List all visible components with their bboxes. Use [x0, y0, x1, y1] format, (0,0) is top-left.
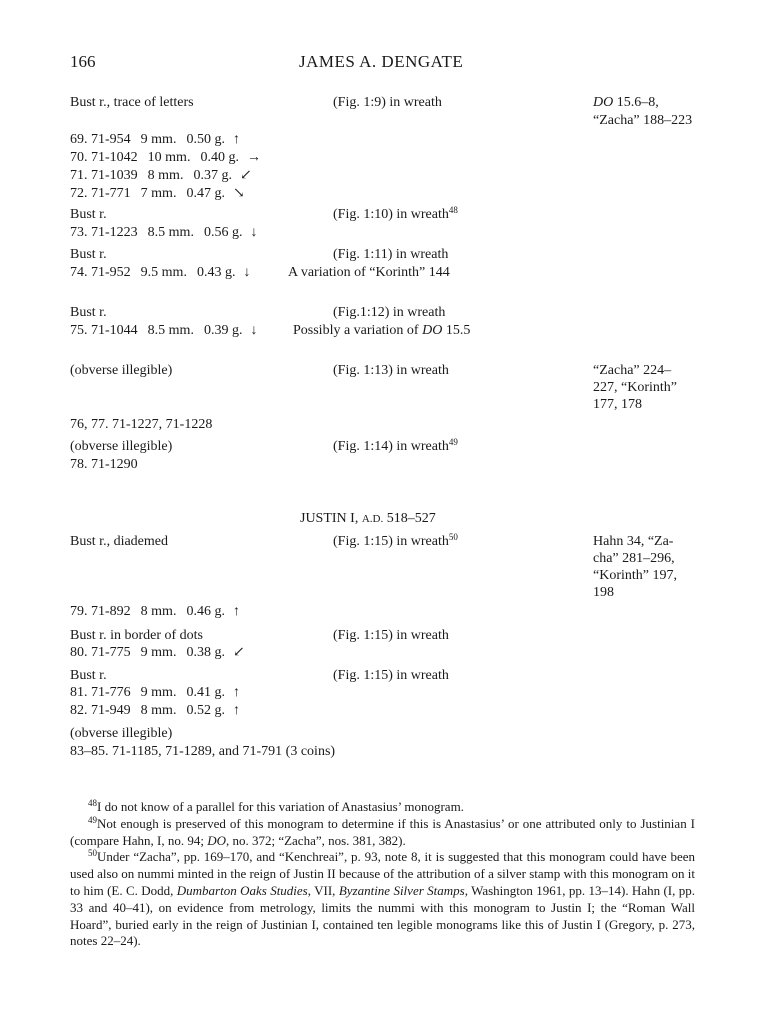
- reverse-text: (Fig. 1:14) in wreath: [333, 439, 449, 454]
- coin-inventory: 71-776: [91, 685, 131, 700]
- coin-entry: [70, 265, 250, 281]
- section-heading: [300, 511, 436, 527]
- footnote-italic: Dumbarton Oaks Studies: [176, 882, 308, 898]
- coin-number: 73.: [70, 225, 88, 240]
- coin-entry: [70, 703, 240, 719]
- comment-italic: DO: [422, 323, 443, 338]
- die-axis-arrow-icon: ↓: [250, 225, 258, 240]
- reverse-description: [333, 534, 458, 550]
- reference: cha” 281–296,: [593, 551, 675, 566]
- obverse-description: (obverse illegible): [70, 439, 173, 454]
- coin-entry: [70, 132, 240, 148]
- obverse-description: Bust r., diademed: [70, 534, 168, 549]
- coin-size: 7 mm.: [140, 186, 177, 201]
- coin-weight: 0.40 g.: [200, 150, 239, 165]
- reverse-description: (Fig. 1:11) in wreath: [333, 247, 449, 262]
- coin-weight: 0.43 g.: [196, 265, 236, 280]
- coin-inventory: 71-1039: [91, 168, 138, 183]
- coin-entry: 78. 71-1290: [70, 457, 138, 472]
- coin-entry: [70, 186, 245, 202]
- page-number: 166: [70, 52, 96, 71]
- die-axis-arrow-icon: ↙: [239, 168, 252, 183]
- coin-size: 8 mm.: [147, 168, 184, 183]
- coin-entry: 76, 77. 71-1227, 71-1228: [70, 417, 213, 432]
- coin-number: 79.: [70, 604, 88, 619]
- obverse-description: Bust r.: [70, 207, 107, 222]
- footnote-ref: 49: [448, 437, 458, 447]
- coin-number: 72.: [70, 186, 88, 201]
- coin-inventory: 71-949: [91, 703, 131, 718]
- reverse-description: (Fig.1:12) in wreath: [333, 305, 446, 320]
- section-heading-text: JUSTIN I,: [300, 511, 359, 526]
- die-axis-arrow-icon: ↓: [250, 323, 258, 338]
- coin-comment: [293, 323, 470, 339]
- footnote-text: I do not know of a parallel for this variation of Anastasius’ monogram.: [97, 799, 464, 814]
- reverse-description: (Fig. 1:15) in wreath: [333, 668, 449, 683]
- footnote-italic: DO: [207, 832, 226, 848]
- coin-number: 74.: [70, 265, 88, 280]
- footnote-text: , no. 372; “Zacha”, nos. 381, 382).: [225, 832, 406, 848]
- coin-inventory: 71-1044: [91, 323, 138, 338]
- coin-weight: 0.38 g.: [186, 645, 225, 660]
- reverse-description: [333, 439, 458, 455]
- footnotes: [70, 799, 695, 950]
- obverse-description: Bust r.: [70, 247, 107, 262]
- coin-number: 75.: [70, 323, 88, 338]
- footnote-text: Not enough is preserved of this monogram to determine if this is Anastasius’ or one attributed only to Justinian I (compare Hahn, I, no. 94;: [70, 815, 695, 848]
- coin-entry: 83–85. 71-1185, 71-1289, and 71-791 (3 coins): [70, 744, 336, 759]
- comment-text: Possibly a variation of: [293, 323, 423, 338]
- coin-entry: [70, 168, 252, 184]
- reference-text: 15.6–8,: [616, 95, 659, 110]
- footnote-number: 49: [88, 814, 97, 825]
- footnote-number: 48: [88, 798, 97, 808]
- coin-number: 80.: [70, 645, 88, 660]
- coin-size: 9 mm.: [140, 132, 177, 147]
- footnote-text: Under “Zacha”, pp. 169–170, and “Kenchreai”, p. 93, note 8, it is suggested that this monogram could have been used also on nummi minted in the reign of Justin II because of the attribution of a silver stamp with this monogram on it to him (E. C. Dodd,: [70, 849, 695, 898]
- footnote-50: [70, 849, 695, 950]
- coin-weight: 0.47 g.: [186, 186, 225, 201]
- reference: Hahn 34, “Za-: [593, 534, 674, 549]
- reverse-description: [333, 207, 458, 223]
- reverse-description: (Fig. 1:13) in wreath: [333, 363, 449, 378]
- obverse-description: Bust r., trace of letters: [70, 95, 194, 110]
- footnote-italic: Byzantine Silver Stamps: [338, 882, 465, 898]
- running-head-author: JAMES A. DENGATE: [299, 52, 464, 71]
- coin-weight: 0.50 g.: [186, 132, 225, 147]
- coin-number: 70.: [70, 150, 88, 165]
- coin-number: 82.: [70, 703, 88, 718]
- reference: 177, 178: [593, 397, 642, 412]
- coin-size: 9 mm.: [140, 685, 177, 700]
- die-axis-arrow-icon: ↙: [232, 645, 245, 660]
- reference: “Zacha” 188–223: [593, 113, 693, 128]
- obverse-description: Bust r.: [70, 668, 107, 683]
- coin-weight: 0.39 g.: [203, 323, 243, 338]
- section-heading-era: A.D.: [361, 513, 384, 525]
- die-axis-arrow-icon: ↓: [243, 265, 251, 280]
- coin-size: 8 mm.: [140, 604, 177, 619]
- reverse-description: (Fig. 1:15) in wreath: [333, 628, 449, 643]
- reference: 227, “Korinth”: [593, 380, 677, 395]
- coin-comment: A variation of “Korinth” 144: [288, 265, 450, 280]
- coin-size: 8.5 mm.: [147, 323, 194, 338]
- coin-inventory: 71-771: [91, 186, 131, 201]
- coin-size: 8 mm.: [140, 703, 177, 718]
- reverse-description: (Fig. 1:9) in wreath: [333, 95, 442, 110]
- coin-weight: 0.52 g.: [186, 703, 225, 718]
- obverse-description: Bust r. in border of dots: [70, 628, 203, 643]
- coin-size: 9 mm.: [140, 645, 177, 660]
- footnote-48: [70, 799, 695, 816]
- reference-italic: DO: [593, 95, 614, 110]
- footnote-number: 50: [88, 848, 97, 859]
- reference: “Korinth” 197,: [593, 568, 677, 583]
- coin-size: 9.5 mm.: [140, 265, 187, 280]
- section-heading-years: 518–527: [386, 511, 436, 526]
- reference: “Zacha” 224–: [593, 363, 672, 378]
- coin-entry: [70, 645, 245, 661]
- die-axis-arrow-icon: ↑: [232, 132, 240, 147]
- footnote-ref: 48: [448, 205, 458, 215]
- coin-number: 69.: [70, 132, 88, 147]
- coin-inventory: 71-1223: [91, 225, 138, 240]
- coin-inventory: 71-775: [91, 645, 131, 660]
- footnote-49: [70, 816, 695, 850]
- coin-weight: 0.46 g.: [186, 604, 225, 619]
- die-axis-arrow-icon: ↑: [232, 604, 240, 619]
- footnote-text: , VII,: [307, 882, 339, 898]
- coin-entry: [70, 685, 240, 701]
- footnote-text: , Washington 1961, pp. 13–14). Hahn (I, pp. 33 and 40–41), on evidence from metrology, limits the nummi with this monogram to Justin I; the “Roman Wall Hoard”, buried early in the reign of Justinian I, contained ten legible monograms like this of Justin I (Gregory, p. 273, notes 22–24).: [70, 882, 695, 949]
- reference: [593, 95, 659, 111]
- coin-weight: 0.41 g.: [186, 685, 225, 700]
- coin-size: 8.5 mm.: [147, 225, 194, 240]
- footnote-ref: 50: [448, 532, 458, 542]
- reverse-text: (Fig. 1:15) in wreath: [333, 534, 449, 549]
- obverse-description: Bust r.: [70, 305, 107, 320]
- die-axis-arrow-icon: ↑: [232, 703, 240, 718]
- die-axis-arrow-icon: →: [246, 150, 261, 165]
- coin-inventory: 71-1042: [91, 150, 138, 165]
- reference: 198: [593, 585, 614, 600]
- coin-entry: [70, 150, 261, 166]
- coin-inventory: 71-952: [91, 265, 131, 280]
- obverse-description: (obverse illegible): [70, 363, 173, 378]
- coin-entry: [70, 225, 257, 241]
- coin-entry: [70, 323, 257, 339]
- coin-weight: 0.56 g.: [203, 225, 243, 240]
- coin-entry: [70, 604, 240, 620]
- coin-number: 81.: [70, 685, 88, 700]
- reverse-text: (Fig. 1:10) in wreath: [333, 207, 449, 222]
- die-axis-arrow-icon: ↘: [232, 186, 245, 201]
- coin-inventory: 71-954: [91, 132, 131, 147]
- coin-size: 10 mm.: [147, 150, 191, 165]
- obverse-description: (obverse illegible): [70, 726, 173, 741]
- coin-number: 71.: [70, 168, 88, 183]
- coin-inventory: 71-892: [91, 604, 131, 619]
- coin-weight: 0.37 g.: [193, 168, 232, 183]
- die-axis-arrow-icon: ↑: [232, 685, 240, 700]
- comment-text: 15.5: [442, 323, 471, 338]
